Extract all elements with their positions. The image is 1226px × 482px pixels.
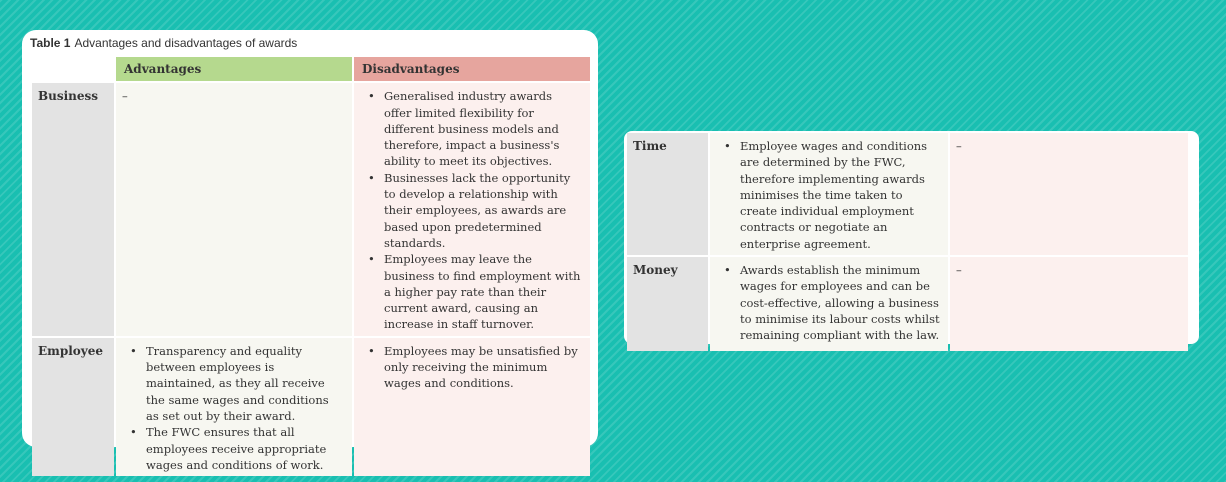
list-item: • Employees may leave the business to find employment with a higher pay rate than their current award, causing an increase in staff turnover. bbox=[360, 251, 582, 332]
list-item: • Employees may be unsatisfied by only receiving the minimum wages and conditions. bbox=[360, 343, 582, 392]
table-row bbox=[627, 257, 1188, 351]
header-disadvantages: Disadvantages bbox=[354, 57, 590, 81]
list-item: • The FWC ensures that all employees receive appropriate wages and conditions of work. bbox=[122, 424, 344, 473]
advantages-cell bbox=[116, 338, 352, 476]
table-row bbox=[627, 133, 1188, 255]
table-row bbox=[32, 338, 590, 476]
advantages-cell bbox=[710, 133, 948, 255]
row-label: Business bbox=[32, 83, 114, 335]
row-label: Employee bbox=[32, 338, 114, 476]
table-card bbox=[22, 30, 598, 472]
disadvantages-cell: – bbox=[950, 133, 1188, 255]
list-item: • Businesses lack the opportunity to develop a relationship with their employees, as awards are based upon predetermined standards. bbox=[360, 170, 582, 251]
table-caption: Table 1 Advantages and disadvantages of awards bbox=[30, 36, 298, 50]
row-label: Money bbox=[627, 257, 708, 351]
advantages-cell: – bbox=[116, 83, 352, 335]
empty-header bbox=[32, 57, 114, 81]
list-item: • Awards establish the minimum wages for employees and can be cost-effective, allowing a business to minimise its labour costs whilst remaining compliant with the law. bbox=[716, 262, 940, 343]
table-row bbox=[32, 83, 590, 335]
disadvantages-cell: – bbox=[950, 257, 1188, 351]
awards-table bbox=[30, 55, 592, 478]
header-advantages: Advantages bbox=[116, 57, 352, 81]
awards-table-continued bbox=[625, 131, 1190, 353]
disadvantages-cell bbox=[354, 83, 590, 335]
list-item: • Employee wages and conditions are determined by the FWC, therefore implementing awards minimises the time taken to create individual employment contracts or negotiate an enterprise agreement. bbox=[716, 138, 940, 252]
disadvantages-cell bbox=[354, 338, 590, 476]
row-label: Time bbox=[627, 133, 708, 255]
list-item: • Generalised industry awards offer limited flexibility for different business models and therefore, impact a business's ability to meet its objectives. bbox=[360, 88, 582, 169]
table-continuation-card bbox=[624, 131, 1199, 344]
advantages-cell bbox=[710, 257, 948, 351]
list-item: • Transparency and equality between employees is maintained, as they all receive the same wages and conditions as set out by their award. bbox=[122, 343, 344, 424]
